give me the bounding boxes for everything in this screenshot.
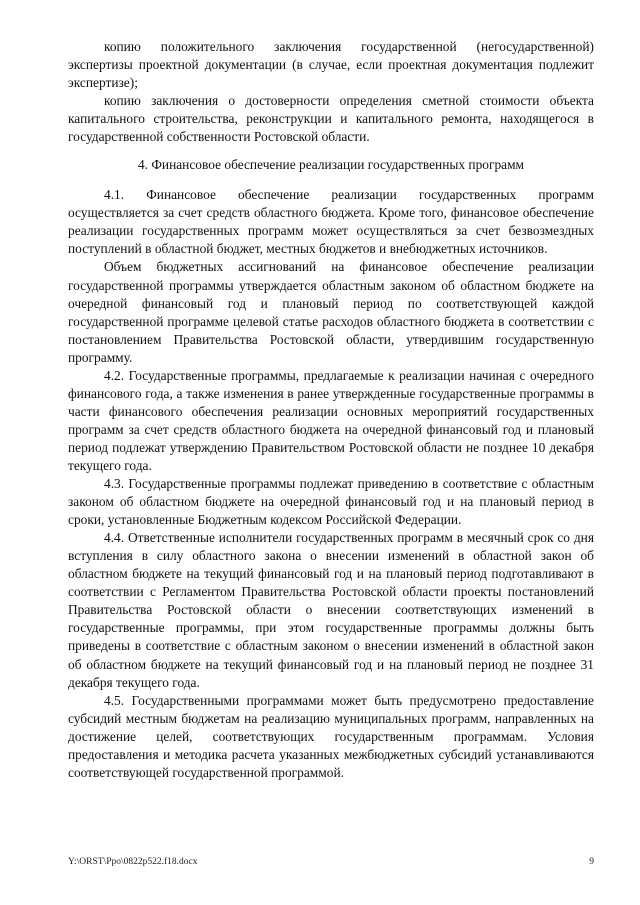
- paragraph-4-3: 4.3. Государственные программы подлежат приведению в соответствие с областным законом об областном бюджете на очередной финансовый год и на плановый период в сроки, установленные Бюджетным кодексом Российской Федерации.: [68, 476, 594, 528]
- footer-file-path: Y:\ORST\Ppo\0822p522.f18.docx: [68, 857, 198, 867]
- paragraph-4-4: 4.4. Ответственные исполнители государственных программ в месячный срок со дня вступления в силу областного закона о внесении изменений в областной закон об областном бюджете на текущий финансовый год и на плановый период подготавливают в соответствии с Регламентом Правительства Ростовской области проекты постановлений Правительства Ростовской области о внесении соответствующих изменений в государственные программы, при этом государственные программы должны быть приведены в соответствие с областным законом о внесении изменений в областной закон об областном бюджете на текущий финансовый год и на плановый период не позднее 31 декабря текущего года.: [68, 530, 594, 690]
- paragraph-expertise-copy: копию положительного заключения государственной (негосударственной) экспертизы проектной документации (в случае, если проектная документация подлежит экспертизе);: [68, 39, 594, 91]
- paragraph-4-5: 4.5. Государственными программами может быть предусмотрено предоставление субсидий местным бюджетам на реализацию муниципальных программ, направленных на достижение целей, соответствующих государственным программам. Условия предоставления и методика расчета указанных межбюджетных субсидий устанавливаются соответствующей государственной программой.: [68, 692, 594, 780]
- paragraph-4-1: 4.1. Финансовое обеспечение реализации государственных программ осуществляется за счет средств областного бюджета. Кроме того, финансовое обеспечение реализации государственных программ может осуществляться за счет безвозмездных поступлений в областной бюджет, местных бюджетов и внебюджетных источников.: [68, 187, 594, 257]
- paragraph-4-2: 4.2. Государственные программы, предлагаемые к реализации начиная с очередного финансового года, а также изменения в ранее утвержденные государственные программы в части финансового обеспечения реализации основных мероприятий государственных программ за счет средств областного бюджета на очередной финансовый год и плановый период подлежат утверждению Правительством Ростовской области не позднее 10 декабря текущего года.: [68, 367, 594, 473]
- document-page: [68, 38, 594, 782]
- paragraph-estimate-copy: копию заключения о достоверности определения сметной стоимости объекта капитального строительства, реконструкции и капитального ремонта, находящегося в государственной собственности Ростовской области.: [68, 93, 594, 145]
- paragraph-budget-volume: Объем бюджетных ассигнований на финансовое обеспечение реализации государственной программы утверждается областным законом об областном бюджете на очередной финансовый год и плановый период по соответствующей каждой государственной программе целевой статье расходов областного бюджета в соответствии с постановлением Правительства Ростовской области, утвердившим государственную программу.: [68, 259, 594, 365]
- section-heading: 4. Финансовое обеспечение реализации государственных программ: [137, 157, 525, 173]
- footer-page-number: 9: [589, 857, 594, 867]
